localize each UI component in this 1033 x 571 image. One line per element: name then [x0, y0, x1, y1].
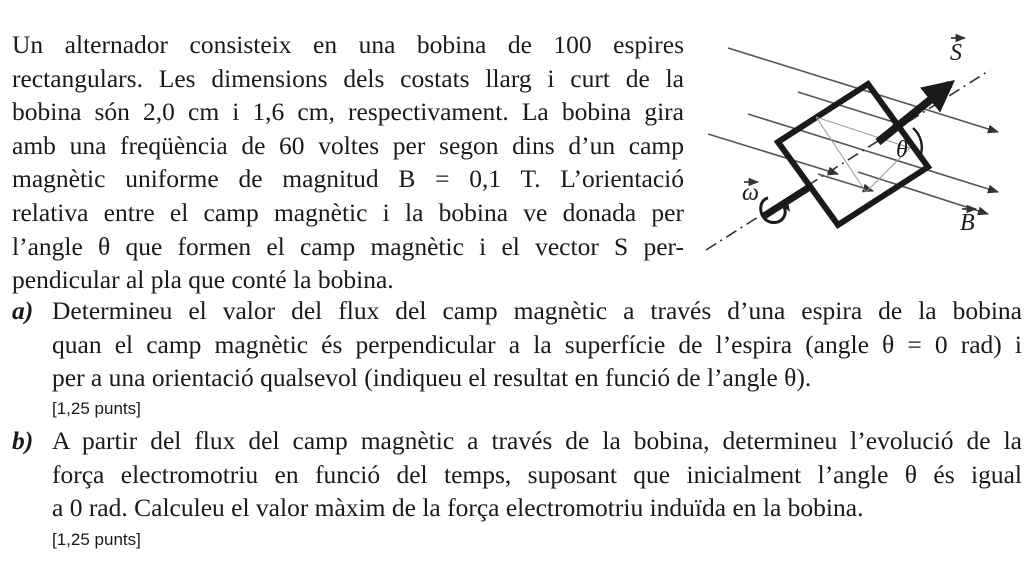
statement-line: bobina són 2,0 cm i 1,6 cm, respectivament. La bobina gira [12, 97, 684, 127]
points-label: [1,25 punts] [52, 399, 141, 418]
points-label: [1,25 punts] [52, 530, 141, 549]
theta-label: θ [896, 137, 908, 163]
question-line: a 0 rad. Calculeu el valor màxim de la força electromotriu induïda en la bobina. [52, 493, 864, 523]
problem-statement [12, 28, 684, 297]
question-text [52, 294, 1022, 395]
svg-text:B: B [960, 210, 975, 236]
statement-line: pendicular al pla que conté la bobina. [12, 265, 394, 295]
svg-text:S: S [950, 40, 962, 66]
question-b [12, 424, 1022, 534]
question-text [52, 424, 1022, 525]
question-line: força electromotriu en funció del temps, suposant que inicialment l’angle θ és igual [52, 459, 1022, 489]
question-line: per a una orientació qualsevol (indiqueu el resultat en funció de l’angle θ). [52, 363, 812, 393]
question-a [12, 294, 1022, 404]
omega-vector-label [742, 180, 759, 206]
question-line: quan el camp magnètic és perpendicular a la superfície de l’espira (angle θ = 0 rad) i [52, 329, 1022, 359]
question-line: A partir del flux del camp magnètic a través de la bobina, determineu l’evolució de la [52, 426, 1022, 455]
statement-line: rectangulars. Les dimensions dels costats llarg i curt de la [12, 63, 684, 93]
s-vector-label [950, 38, 965, 66]
coil-in-field-figure [698, 22, 1018, 272]
alternator-diagram [698, 22, 1018, 272]
question-letter: b) [12, 426, 34, 455]
statement-line: magnètic uniforme de magnitud B = 0,1 T. L’orientació [12, 164, 684, 194]
b-vector-label [960, 209, 976, 236]
svg-text:ω: ω [742, 180, 759, 206]
question-line: Determineu el valor del flux del camp magnètic a través d’una espira de la bobina [52, 296, 1022, 325]
statement-line: Un alternador consisteix en una bobina de 100 espires [12, 30, 684, 59]
statement-line: amb una freqüència de 60 voltes per segon dins d’un camp [12, 130, 684, 160]
question-letter: a) [12, 296, 34, 325]
statement-line: l’angle θ que formen el camp magnètic i el vector S per- [12, 231, 684, 261]
statement-line: relativa entre el camp magnètic i la bobina ve donada per [12, 197, 684, 227]
